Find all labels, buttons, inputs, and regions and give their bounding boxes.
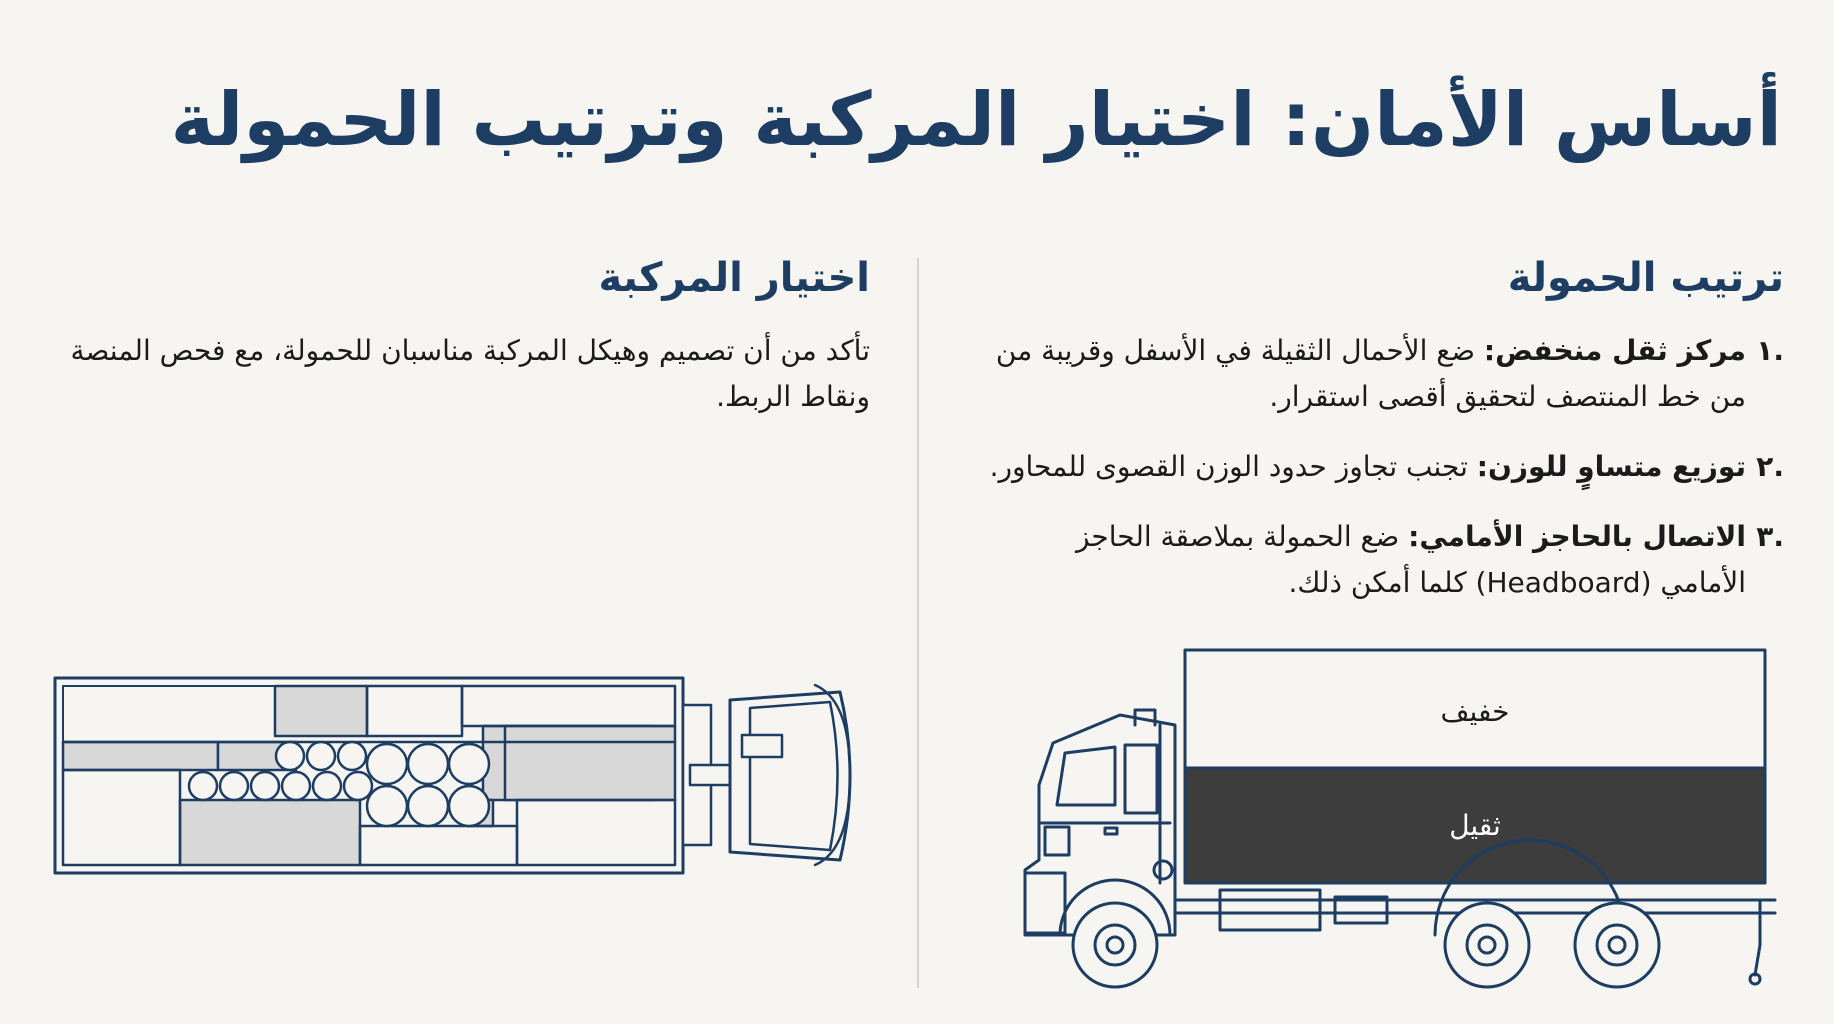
step-number: .٢ bbox=[1756, 450, 1784, 483]
rear-wheel-1 bbox=[1445, 903, 1529, 987]
vehicle-choice-heading: اختيار المركبة bbox=[598, 255, 870, 301]
heavy-layer-label: ثقيل bbox=[1449, 809, 1501, 842]
step-label: توزيع متساوٍ للوزن: bbox=[1476, 450, 1746, 483]
vehicle-choice-section bbox=[40, 254, 870, 420]
step-label: الاتصال بالحاجز الأمامي: bbox=[1408, 520, 1746, 553]
step-text: ضع الحمولة بملاصقة الحاجز الأمامي (Headboard) كلما أمكن ذلك. bbox=[1075, 520, 1746, 599]
page-title: أساس الأمان: اختيار المركبة وترتيب الحمولة bbox=[170, 77, 1782, 163]
step-text: ضع الأحمال الثقيلة في الأسفل وقريبة من من خط المنتصف لتحقيق أقصى استقرار. bbox=[995, 334, 1746, 413]
step-number: .٣ bbox=[1756, 520, 1784, 553]
truck-top-view-illustration bbox=[50, 670, 870, 880]
column-divider bbox=[917, 258, 919, 988]
step-item bbox=[984, 328, 1784, 420]
truck-side-view-illustration bbox=[1005, 645, 1785, 1005]
load-arrangement-heading: ترتيب الحمولة bbox=[1507, 255, 1784, 301]
step-item bbox=[984, 514, 1784, 606]
rear-wheel-2 bbox=[1575, 903, 1659, 987]
front-wheel bbox=[1073, 903, 1157, 987]
light-layer-label: خفيف bbox=[1440, 695, 1510, 728]
step-item bbox=[984, 444, 1784, 490]
step-text: تجنب تجاوز حدود الوزن القصوى للمحاور. bbox=[989, 450, 1468, 483]
load-arrangement-section bbox=[984, 254, 1784, 630]
vehicle-choice-text: تأكد من أن تصميم وهيكل المركبة مناسبان للحمولة، مع فحص المنصة ونقاط الربط. bbox=[70, 334, 870, 413]
load-arrangement-steps bbox=[984, 328, 1784, 606]
step-number: .١ bbox=[1756, 334, 1784, 367]
step-label: مركز ثقل منخفض: bbox=[1483, 334, 1746, 367]
